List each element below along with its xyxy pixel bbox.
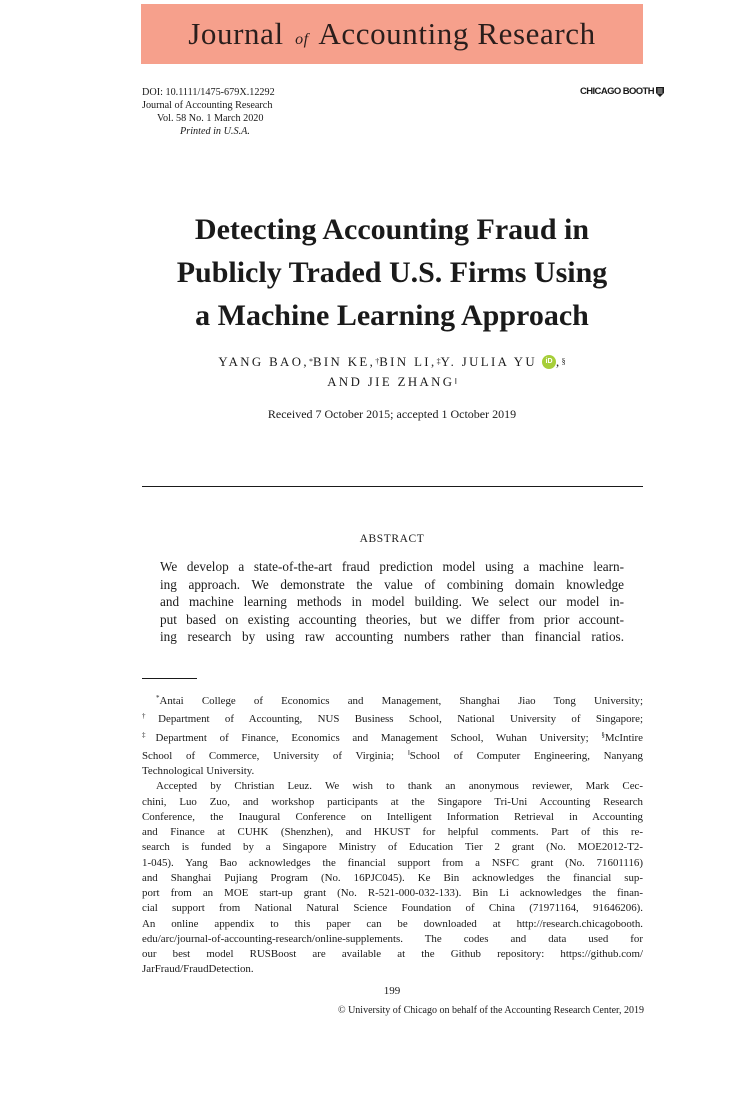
paper-title bbox=[140, 208, 644, 337]
abstract-line: We develop a state-of-the-art fraud prediction model using a machine learn- bbox=[160, 559, 624, 574]
footnote-divider bbox=[142, 678, 197, 679]
abstract-line: ing approach. We demonstrate the value of combining domain knowledge bbox=[160, 576, 624, 592]
article-meta bbox=[142, 86, 275, 138]
abstract-line: and machine learning methods in model building. We select our model in- bbox=[160, 594, 624, 610]
affiliation-line bbox=[142, 764, 643, 779]
footnote-mark: ‡ bbox=[142, 730, 156, 739]
acknowledgement-line: Conference, the Inaugural Conference on Intelligent Information Retrieval in Accounting bbox=[142, 810, 643, 823]
acknowledgement-line: cial support from National Natural Science Foundation of China (71971164, 91646206). bbox=[142, 902, 643, 915]
abstract-body bbox=[160, 558, 624, 646]
title-line: Detecting Accounting Fraud in bbox=[194, 213, 590, 246]
author-name: BIN KE, bbox=[312, 355, 376, 369]
abstract-heading: ABSTRACT bbox=[359, 533, 425, 545]
affiliation-text: School of Computer Engineering, Nanyang bbox=[409, 749, 643, 762]
acknowledgement-line: chini, Luo Zuo, and workshop participants at the Singapore Tri-Uni Accounting Research bbox=[142, 795, 643, 808]
author-name: BIN LI, bbox=[379, 355, 437, 369]
acknowledgement-line: Accepted by Christian Leuz. We wish to thank an anonymous reviewer, Mark Cec- bbox=[156, 780, 643, 793]
acknowledgement-line: 1-045). Yang Bao acknowledges the financial support from a NSFC grant (No. 71601116) bbox=[142, 856, 643, 869]
acknowledgement-line[interactable]: An online appendix to this paper can be downloaded at http://research.chicagobooth. bbox=[142, 917, 643, 930]
footnote-mark: * bbox=[156, 694, 160, 702]
author-name: AND JIE ZHANG bbox=[327, 375, 455, 389]
affiliation-text: Department of Accounting, NUS Business School, National University of Singapore; bbox=[158, 713, 644, 726]
orcid-icon[interactable]: iD bbox=[542, 355, 556, 369]
journal-name-part2: Accounting Research bbox=[318, 16, 596, 51]
abstract-line: ing research by using raw accounting numbers rather than financial ratios. bbox=[160, 629, 624, 645]
footnote-mark: † bbox=[142, 712, 159, 721]
journal-name-of: of bbox=[295, 31, 309, 48]
affiliation-line bbox=[142, 728, 643, 746]
shield-icon bbox=[656, 87, 664, 97]
acknowledgement-line[interactable]: JarFraud/FraudDetection. bbox=[142, 963, 254, 976]
author-mark: ‖ bbox=[454, 377, 457, 386]
journal-banner bbox=[141, 4, 643, 64]
journal-name-part1: Journal bbox=[188, 16, 284, 51]
author-mark: † bbox=[375, 357, 380, 366]
author-comma: , bbox=[556, 355, 562, 369]
acknowledgement-line: port from an MOE start-up grant (No. R-521-000-032-133). Bin Li acknowledges the finan- bbox=[142, 887, 643, 899]
affiliation-text: Technological University. bbox=[142, 765, 255, 777]
author-name: Y. JULIA YU bbox=[440, 355, 538, 369]
acknowledgement-line: and Finance at CUHK (Shenzhen), and HKUST for helpful comments. Part of this re- bbox=[142, 826, 643, 838]
acknowledgement-line: and Shanghai Pujiang Program (No. 16PJC045). Ke Bin acknowledges the financial sup- bbox=[142, 871, 643, 884]
title-line: Publicly Traded U.S. Firms Using bbox=[176, 256, 608, 289]
title-line: a Machine Learning Approach bbox=[195, 299, 589, 332]
author-mark: * bbox=[308, 357, 313, 366]
author-line-2 bbox=[140, 372, 644, 392]
author-line-1 bbox=[140, 352, 644, 372]
affiliation-line bbox=[142, 746, 643, 764]
abstract-line: put based on existing accounting theories, but we differ from prior account- bbox=[160, 611, 624, 627]
logo-text: CHICAGO BOOTH bbox=[580, 86, 655, 97]
affiliation-line bbox=[142, 691, 643, 709]
footnotes bbox=[142, 691, 643, 978]
footnote-mark: ‖ bbox=[407, 748, 410, 757]
meta-journal: Journal of Accounting Research bbox=[142, 100, 273, 111]
meta-printed: Printed in U.S.A. bbox=[180, 126, 250, 137]
meta-volume: Vol. 58 No. 1 March 2020 bbox=[157, 113, 264, 124]
author-name: YANG BAO, bbox=[218, 355, 309, 369]
affiliation-line bbox=[142, 709, 643, 727]
author-mark: ‡ bbox=[436, 357, 441, 366]
affiliation-text: Antai College of Economics and Management, Shanghai Jiao Tong University; bbox=[159, 695, 643, 707]
acknowledgement-line: search is funded by a Singapore Ministry of Education Tier 2 grant (No. MOE2012-T2- bbox=[142, 841, 643, 854]
divider bbox=[142, 486, 643, 487]
author-list bbox=[140, 352, 644, 392]
received-dates: Received 7 October 2015; accepted 1 October 2019 bbox=[267, 407, 517, 421]
journal-name bbox=[188, 16, 596, 52]
chicago-booth-logo bbox=[580, 86, 664, 97]
page-number: 199 bbox=[383, 985, 401, 997]
author-mark: § bbox=[561, 357, 566, 366]
affiliation-text: Department of Finance, Economics and Management School, Wuhan University; bbox=[155, 731, 602, 744]
footnote-mark: § bbox=[601, 730, 605, 739]
affiliation-text: McIntire bbox=[604, 731, 643, 744]
acknowledgement-line[interactable]: our best model RUSBoost are available at the Github repository: https://github.com/ bbox=[142, 948, 643, 960]
acknowledgement-line[interactable]: edu/arc/journal-of-accounting-research/online-supplements. The codes and data used for bbox=[142, 932, 643, 945]
doi[interactable]: DOI: 10.1111/1475-679X.12292 bbox=[142, 87, 275, 98]
copyright-notice: © University of Chicago on behalf of the Accounting Research Center, 2019 bbox=[337, 1005, 644, 1016]
affiliation-text: School of Commerce, University of Virginia; bbox=[142, 749, 408, 762]
